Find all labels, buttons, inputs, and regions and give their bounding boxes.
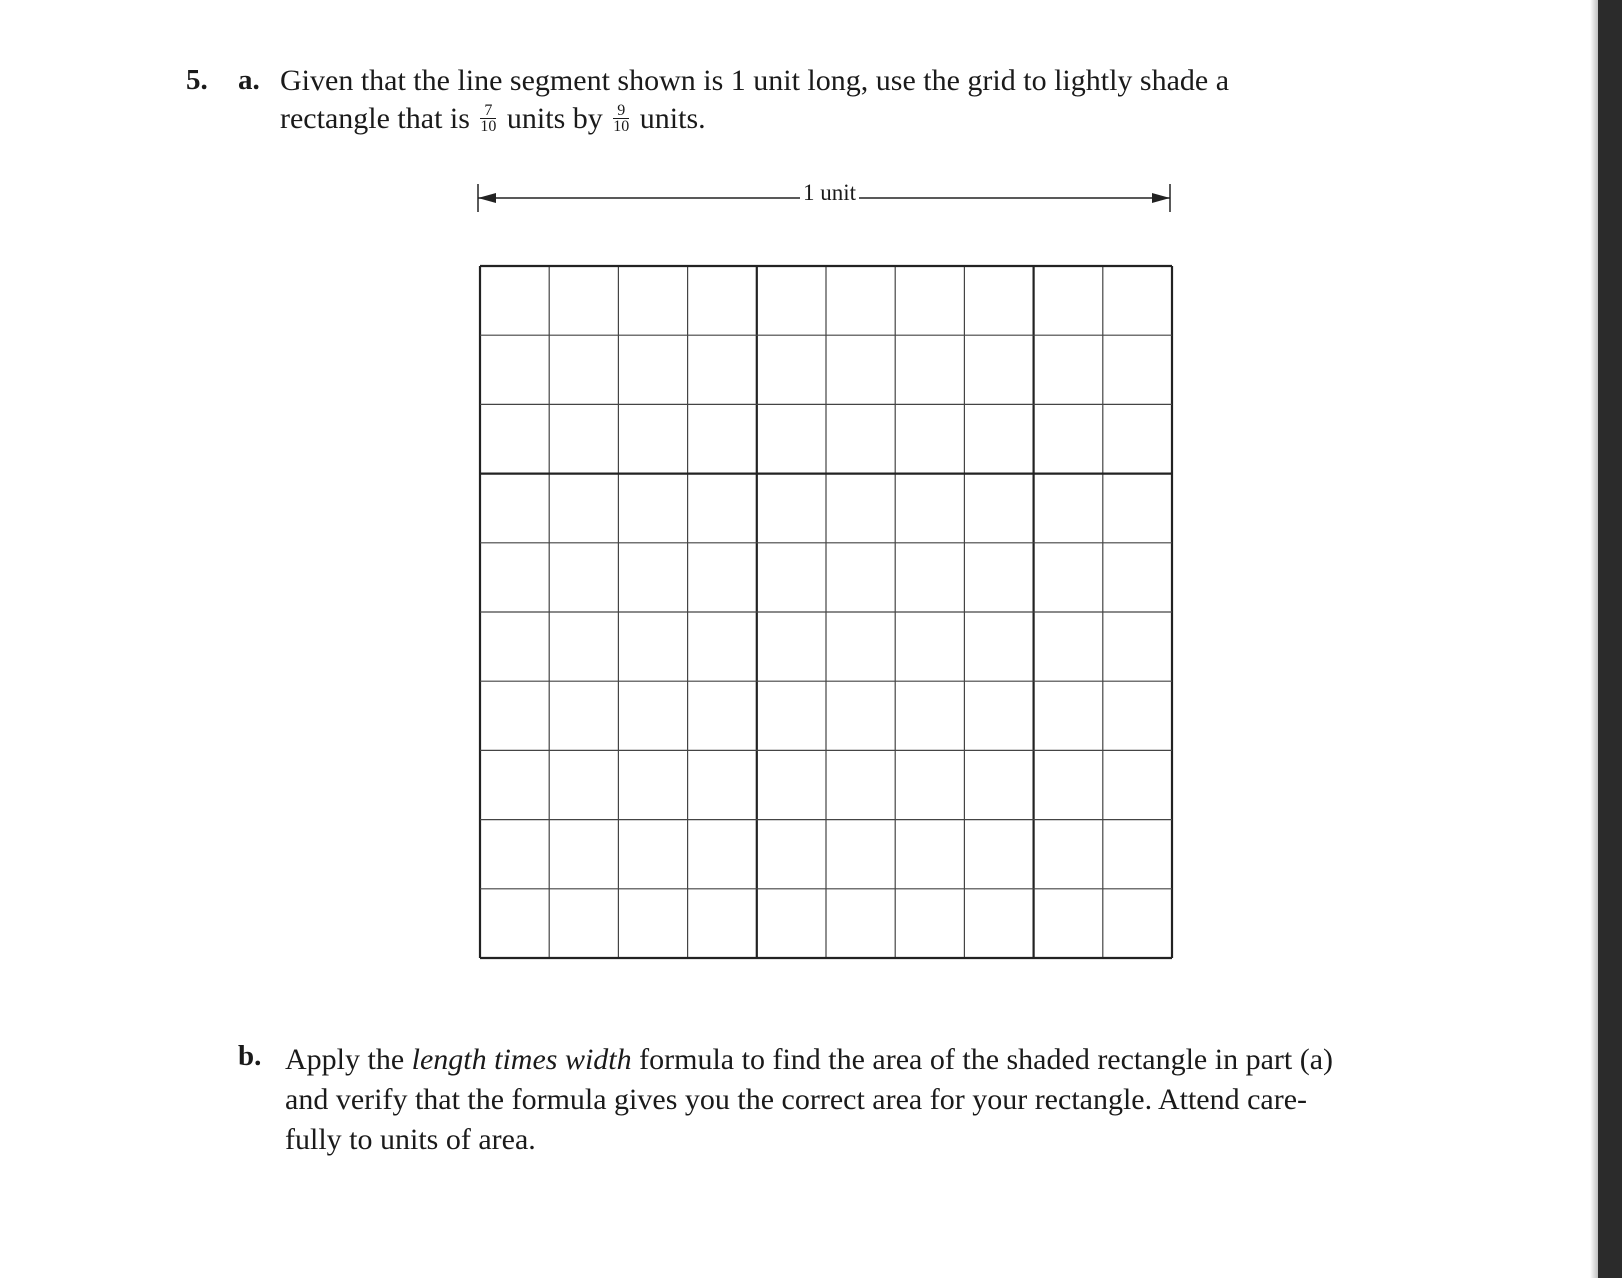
unit-label: 1 unit (800, 180, 859, 206)
part-a-line-1: Given that the line segment shown is 1 unit long, use the grid to lightly shade a (280, 64, 1230, 97)
part-b-label: b. (238, 1040, 262, 1072)
segment-right-arrow (1152, 193, 1170, 203)
part-b-line-1: Apply the length times width formula to find the area of the shaded rectangle in part (a) (285, 1043, 1334, 1076)
part-b-line-3: fully to units of area. (285, 1123, 536, 1156)
fraction-seven-tenths: $\frac{7}{10}$ (480, 101, 497, 135)
part-b-text (285, 1040, 1425, 1160)
part-a-line-2 (280, 102, 706, 137)
part-b-line-2: and verify that the formula gives you the correct area for your rectangle. Attend care- (285, 1083, 1308, 1116)
shading-grid[interactable] (476, 262, 1176, 962)
part-a-line-2-start: rectangle that is (280, 102, 470, 135)
page-edge-shadow (1590, 0, 1598, 1278)
part-a-label: a. (238, 64, 260, 96)
segment-left-arrow (478, 193, 496, 203)
part-a-line-2-mid: units by (506, 102, 603, 135)
part-a-line-2-end: units. (639, 102, 706, 135)
viewer-edge (1598, 0, 1622, 1278)
fraction-nine-tenths: $\frac{9}{10}$ (613, 101, 630, 135)
formula-emphasis: length times width (411, 1043, 632, 1076)
question-number: 5. (186, 64, 208, 96)
